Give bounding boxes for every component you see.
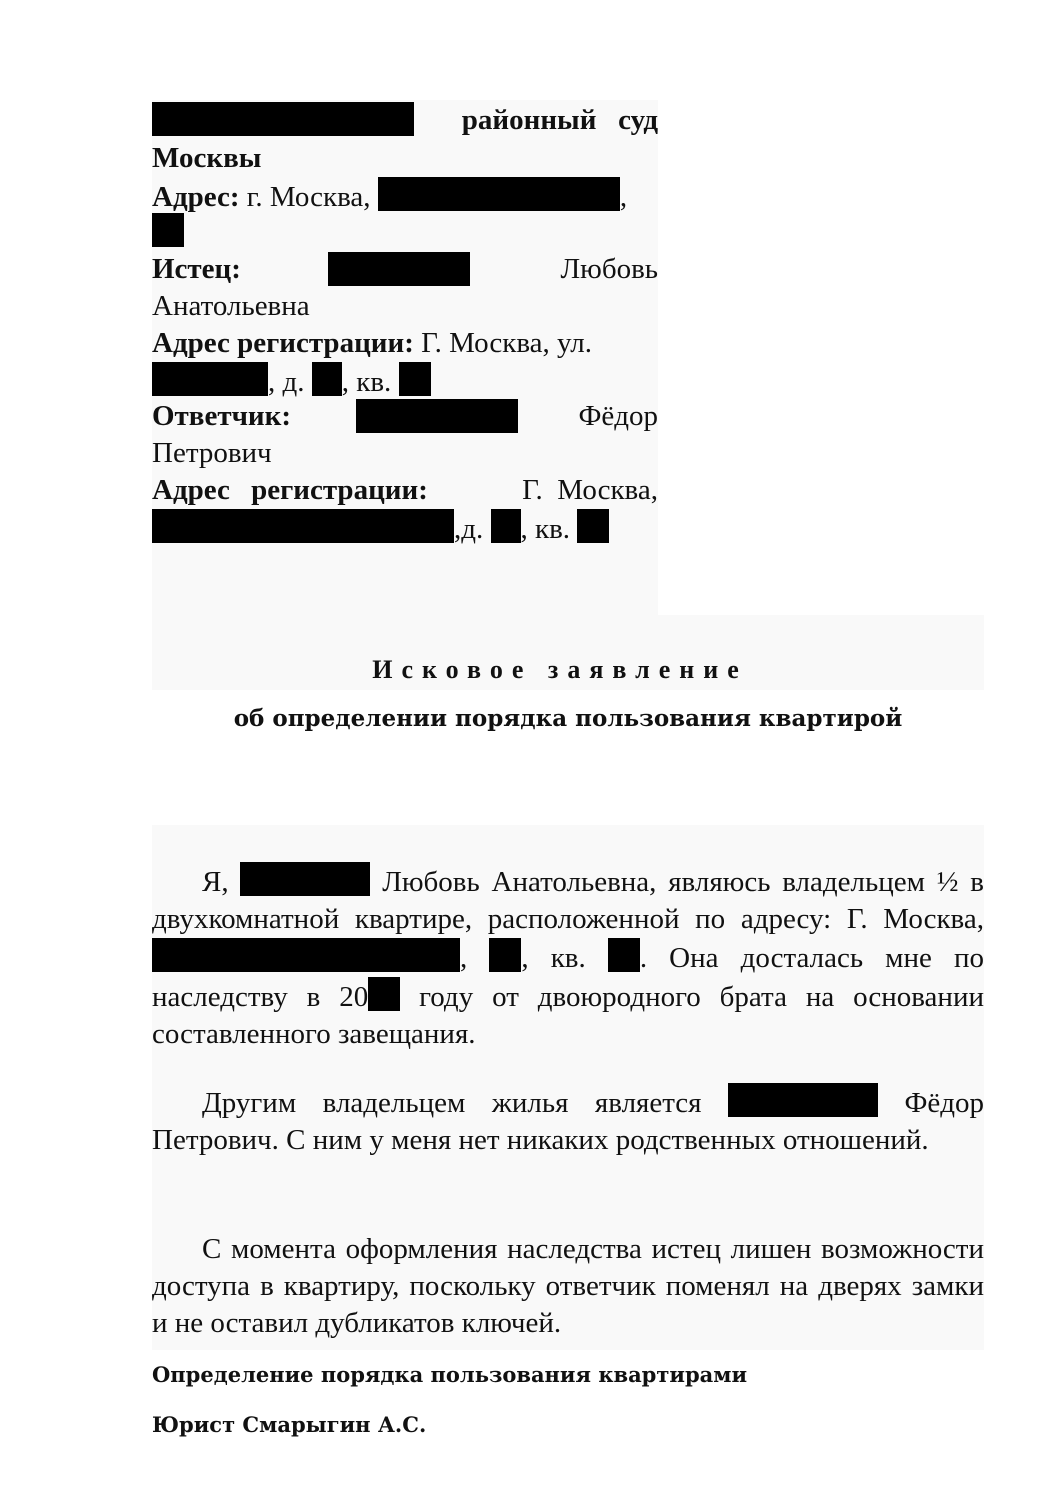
apt-label: , кв. [341,366,392,398]
house-label: , д. [268,366,305,398]
redaction-p1-apt [608,938,640,972]
defendant-reg-city: Г. Москва, [522,474,658,506]
defendant-reg [152,472,658,508]
plaintiff-reg-city: Г. Москва, ул. [413,327,592,359]
plaintiff-patronymic: Анатольевна [152,290,310,322]
defendant-patronymic: Петрович [152,437,272,469]
footer-author: Юрист Смарыгин А.С. [152,1412,427,1437]
comma: , [619,181,628,213]
defendant-line [152,398,658,434]
p1-apt: , кв. [521,942,586,974]
redaction-defendant-street [152,509,454,543]
p2-start: Другим владельцем жилья является [202,1087,702,1119]
court-line [152,102,658,140]
redaction-p1-house [489,938,521,972]
redaction-court-street [378,177,620,211]
plaintiff-label: Истец: [152,253,241,285]
p1-end: году от двоюродного брата на основании составленного завещания. [152,981,984,1050]
redaction-defendant-surname [356,399,518,433]
redaction-p2-surname [728,1083,878,1117]
p2-end: Фёдор Петрович. С ним у меня нет никаких родственных отношений. [152,1087,985,1156]
court-city: Москвы [152,142,262,174]
redaction-plaintiff-apt [399,362,431,396]
footer-link[interactable]: Определение порядка пользования квартирами [152,1362,748,1387]
plaintiff-reg-cont [152,362,431,400]
p1-text: Любовь Анатольевна, являюсь владельцем ½ в двухкомнатной квартире, расположенной по адресу: Г. Москва, [152,866,985,935]
court-address-label: Адрес: [152,181,240,213]
redaction-court-name [152,102,414,136]
redaction-p1-year [368,977,400,1011]
redaction-plaintiff-surname [328,252,470,286]
defendant-reg-cont [152,509,609,547]
redaction-p1-surname [240,862,370,896]
redaction-p1-street [152,938,460,972]
p3-text: С момента оформления наследства истец лишен возможности доступа в квартиру, поскольку ответчик поменял на дверях замки и не оставил дубликатов ключей. [152,1233,984,1339]
house-label: ,д. [454,513,484,545]
plaintiff-reg-label: Адрес регистрации: [152,327,414,359]
court-suffix: районный суд [461,104,658,136]
court-address [152,177,627,215]
p1-comma: , [460,942,468,974]
apt-label: , кв. [520,513,571,545]
plaintiff-first-name: Любовь [560,253,658,285]
defendant-label: Ответчик: [152,400,292,432]
redaction-court-house [152,213,184,247]
court-address-cont [152,213,184,251]
paragraph-1 [152,862,984,1053]
redaction-plaintiff-street [152,362,268,396]
document-title: Исковое заявление [372,655,748,684]
paragraph-3 [152,1231,984,1342]
p1-inherit: . Она досталась мне по наследству в 20 [152,942,984,1013]
redaction-defendant-apt [577,509,609,543]
plaintiff-reg [152,325,592,361]
plaintiff-line [152,251,658,287]
redaction-plaintiff-house [312,362,342,396]
document-subtitle: об определении порядка пользования квартирой [233,705,903,732]
p1-start: Я, [202,866,229,898]
paragraph-2 [152,1083,984,1159]
court-address-city: г. Москва, [239,181,371,213]
defendant-reg-label: Адрес регистрации: [152,474,428,506]
defendant-first-name: Фёдор [578,400,658,432]
redaction-defendant-house [491,509,521,543]
